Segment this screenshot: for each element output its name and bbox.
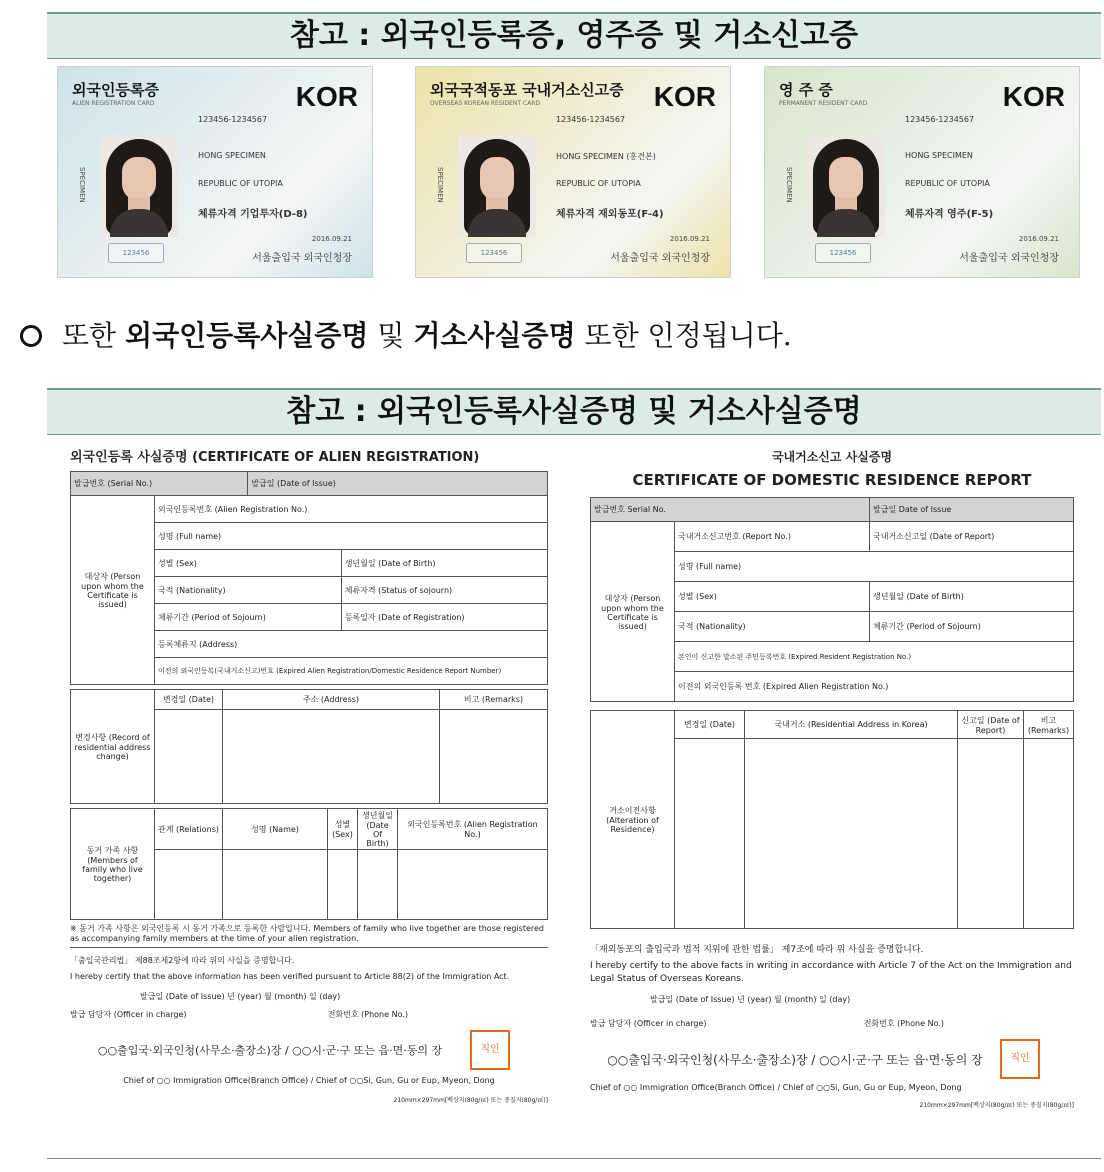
col: 외국인등록번호 (Alien Registration No.) xyxy=(398,809,548,850)
subject-label: 대상자 (Person upon whom the Certificate is issued) xyxy=(591,522,675,702)
field: 국내거소신고일 (Date of Report) xyxy=(870,522,1074,552)
country-code: KOR xyxy=(295,81,358,112)
officer-label: 발급 담당자 (Officer in charge) xyxy=(70,1010,187,1019)
card-date: 2016.09.21 xyxy=(669,235,710,243)
cert-en: I hereby certify that the above information has been verified pursuant to Article 88(2) of the Immigration Act. xyxy=(70,972,510,981)
chief-line: Chief of ○○ Immigration Office(Branch Office) / Chief of ○○Si, Gun, Gu or Eup, Myeon, Dong xyxy=(123,1076,495,1085)
col: 성명 (Name) xyxy=(223,809,328,850)
card-date: 2016.09.21 xyxy=(1018,235,1059,243)
field: 이전의 외국인등록 번호 (Expired Alien Registration No.) xyxy=(675,672,1074,702)
col: 관계 (Relations) xyxy=(155,809,223,850)
card-number: 123456-1234567 xyxy=(556,115,626,124)
official-seal-stamp: 직인 xyxy=(470,1030,510,1070)
card-status: 체류자격 영주(F-5) xyxy=(905,209,994,220)
col: 비고 (Remarks) xyxy=(440,690,548,710)
card-name: HONG SPECIMEN xyxy=(905,151,973,160)
card-title: 외국인등록증 xyxy=(72,81,159,99)
head-title: ○○출입국·외국인청(사무소·출장소)장 / ○○시·군·구 또는 읍·면·동의 장 xyxy=(607,1052,983,1067)
card-nation: REPUBLIC OF UTOPIA xyxy=(905,179,990,188)
serial-label: 발급번호 (Serial No.) xyxy=(71,472,248,496)
card-title: 외국국적동포 국내거소신고증 xyxy=(430,81,624,99)
mini-photo: 123456 xyxy=(466,243,522,263)
phone-label: 전화번호 (Phone No.) xyxy=(327,1010,408,1019)
card-status: 체류자격 재외동포(F-4) xyxy=(556,209,664,220)
head-title: ○○출입국·외국인청(사무소·출장소)장 / ○○시·군·구 또는 읍·면·동의 장 xyxy=(97,1044,443,1057)
cert-ko: 「재외동포의 출입국과 법적 지위에 관한 법률」 제7조에 따라 위 사실을 증명합니다. xyxy=(590,945,924,955)
col: 주소 (Address) xyxy=(223,690,440,710)
date-line: 발급일 (Date of Issue) 년 (year) 월 (month) 일 (day) xyxy=(650,995,851,1005)
field: 국적 (Nationality) xyxy=(155,577,342,604)
card-office: 서울출입국 외국인청장 xyxy=(252,253,352,264)
id-card xyxy=(415,66,731,278)
date-line: 발급일 (Date of Issue) 년 (year) 월 (month) 일 (day) xyxy=(140,992,341,1001)
card-name: HONG SPECIMEN xyxy=(198,151,266,160)
country-code: KOR xyxy=(653,81,716,112)
field: 체류자격 (Status of sojourn) xyxy=(341,577,547,604)
card-title: 영 주 증 xyxy=(779,81,833,99)
field: 본인이 신고한 말소된 주민등록번호 (Expired Resident Registration No.) xyxy=(675,642,1074,672)
mini-photo: 123456 xyxy=(815,243,871,263)
card-subtitle: PERMANENT RESIDENT CARD xyxy=(779,100,868,107)
family-label: 동거 가족 사항 (Members of family who live together) xyxy=(71,809,155,920)
subject-label: 대상자 (Person upon whom the Certificate is issued) xyxy=(71,496,155,685)
col: 변경일 (Date) xyxy=(155,690,223,710)
field: 생년월일 (Date of Birth) xyxy=(870,582,1074,612)
id-card xyxy=(57,66,373,278)
card-subtitle: OVERSEAS KOREAN RESIDENT CARD xyxy=(430,100,540,107)
field: 국내거소신고번호 (Report No.) xyxy=(675,522,870,552)
card-subtitle: ALIEN REGISTRATION CARD xyxy=(72,100,155,107)
family-note: ※ 동거 가족 사항은 외국인등록 시 동거 가족으로 등록한 사람입니다. Members of family who live together are those registered as accompanying family members at the time of your alien registration. xyxy=(70,920,548,948)
portrait-photo xyxy=(100,135,178,237)
field: 이전의 외국인등록(국내거소신고)번호 (Expired Alien Registration/Domestic Residence Report Number) xyxy=(155,658,548,685)
card-nation: REPUBLIC OF UTOPIA xyxy=(556,179,641,188)
officer-label: 발급 담당자 (Officer in charge) xyxy=(590,1019,707,1029)
col: 국내거소 (Residential Address in Korea) xyxy=(745,711,958,739)
id-card xyxy=(764,66,1080,278)
specimen-mark: SPECIMEN xyxy=(436,167,444,203)
field: 성별 (Sex) xyxy=(675,582,870,612)
chief-line: Chief of ○○ Immigration Office(Branch Office) / Chief of ○○Si, Gun, Gu or Eup, Myeon, Dong xyxy=(590,1083,962,1093)
paper-spec: 210mm×297mm[백상지(80g/㎡) 또는 중질지(80g/㎡)] xyxy=(393,1097,548,1104)
doc-title-en: CERTIFICATE OF DOMESTIC RESIDENCE REPORT xyxy=(632,471,1032,489)
official-seal-stamp: 직인 xyxy=(1000,1039,1040,1079)
field: 등록일자 (Date of Registration) xyxy=(341,604,547,631)
card-office: 서울출입국 외국인청장 xyxy=(959,253,1059,264)
country-code: KOR xyxy=(1002,81,1065,112)
card-number: 123456-1234567 xyxy=(905,115,975,124)
field: 외국인등록번호 (Alien Registration No.) xyxy=(155,496,548,523)
doc-title: 외국인등록 사실증명 (CERTIFICATE OF ALIEN REGISTRATION) xyxy=(70,450,480,465)
alien-registration-certificate xyxy=(70,440,548,1104)
field: 성별 (Sex) xyxy=(155,550,342,577)
cert-ko: 「출입국관리법」 제88조제2항에 따라 위의 사실을 증명합니다. xyxy=(70,956,295,965)
field: 국적 (Nationality) xyxy=(675,612,870,642)
field: 체류기간 (Period of Sojourn) xyxy=(155,604,342,631)
section1-title: 참고 : 외국인등록증, 영주증 및 거소신고증 xyxy=(47,12,1101,59)
col: 비고 (Remarks) xyxy=(1024,711,1074,739)
notice-paragraph: 또한 외국인등록사실증명 및 거소사실증명 또한 인정됩니다. xyxy=(20,314,792,354)
card-office: 서울출입국 외국인청장 xyxy=(610,253,710,264)
field: 생년월일 (Date of Birth) xyxy=(341,550,547,577)
issue-label: 발급일 Date of Issue xyxy=(870,498,1074,522)
specimen-mark: SPECIMEN xyxy=(78,167,86,203)
bottom-rule xyxy=(47,1158,1101,1159)
serial-label: 발급번호 Serial No. xyxy=(591,498,870,522)
field: 체류기간 (Period of Sojourn) xyxy=(870,612,1074,642)
col: 성별 (Sex) xyxy=(328,809,358,850)
field: 성명 (Full name) xyxy=(155,523,548,550)
col: 신고일 (Date of Report) xyxy=(958,711,1024,739)
paper-spec: 210mm×297mm[백상지(80g/㎡) 또는 중질지(80g/㎡)] xyxy=(919,1102,1074,1110)
issue-label: 발급일 (Date of Issue) xyxy=(248,472,548,496)
field: 성명 (Full name) xyxy=(675,552,1074,582)
mini-photo: 123456 xyxy=(108,243,164,263)
change-label: 변경사항 (Record of residential address change) xyxy=(71,690,155,804)
circle-bullet-icon xyxy=(20,325,42,347)
card-nation: REPUBLIC OF UTOPIA xyxy=(198,179,283,188)
card-date: 2016.09.21 xyxy=(311,235,352,243)
col: 생년월일 (Date Of Birth) xyxy=(358,809,398,850)
portrait-photo xyxy=(807,135,885,237)
field: 등록체류지 (Address) xyxy=(155,631,548,658)
card-status: 체류자격 기업투자(D-8) xyxy=(198,209,308,220)
card-name: HONG SPECIMEN (홍견본) xyxy=(556,152,656,161)
alteration-label: 거소이전사항 (Alteration of Residence) xyxy=(591,711,675,929)
section2-title: 참고 : 외국인등록사실증명 및 거소사실증명 xyxy=(47,388,1101,435)
phone-label: 전화번호 (Phone No.) xyxy=(863,1019,944,1029)
cert-en: I hereby certify to the above facts in writing in accordance with Article 7 of the Act on the Immigration and Legal Status of Overseas Koreans. xyxy=(590,961,1072,984)
doc-title-ko: 국내거소신고 사실증명 xyxy=(771,450,893,464)
col: 변경일 (Date) xyxy=(675,711,745,739)
portrait-photo xyxy=(458,135,536,237)
specimen-mark: SPECIMEN xyxy=(785,167,793,203)
domestic-residence-certificate xyxy=(590,440,1074,1109)
card-number: 123456-1234567 xyxy=(198,115,268,124)
